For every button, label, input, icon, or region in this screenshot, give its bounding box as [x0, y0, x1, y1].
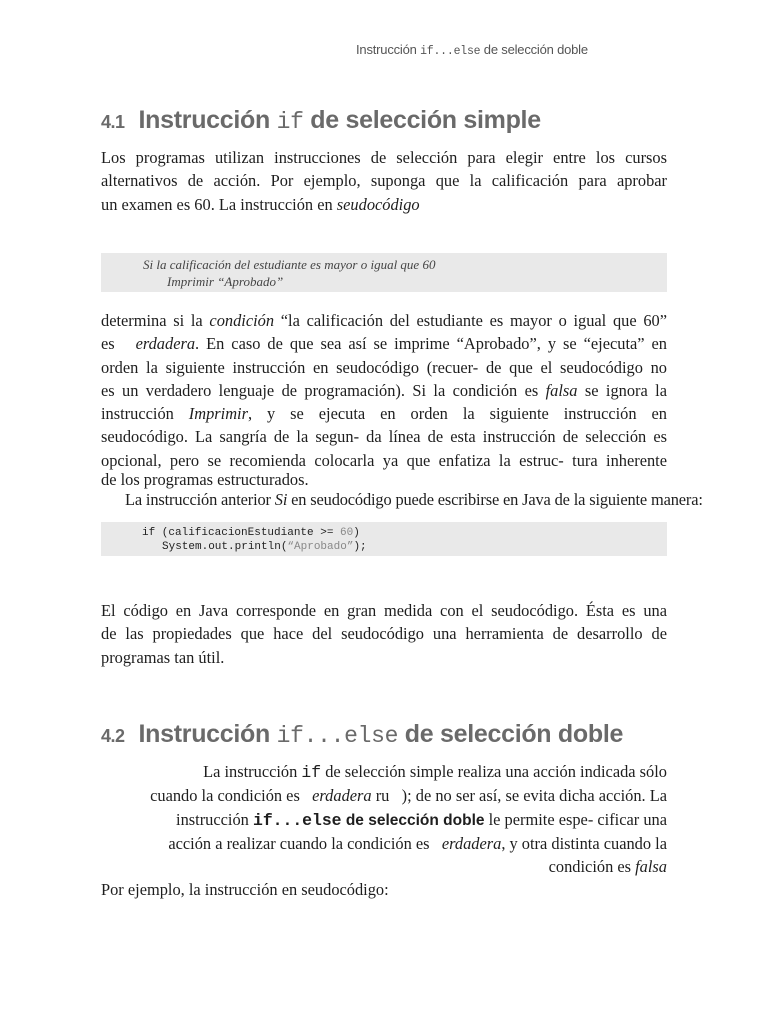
text-run: de selección simple realiza una acción indicada sólo [321, 762, 667, 781]
text-run: instrucción [101, 404, 189, 424]
text-run: en seudocódigo puede escribirse en Java de la siguiente manera: [287, 490, 703, 510]
bold-term: de selección doble [341, 811, 485, 829]
running-head-text-before: Instrucción [356, 42, 421, 57]
section-title [139, 106, 541, 134]
section-title-code: if...else [276, 723, 399, 749]
text-run: un examen es 60. La instrucción en [101, 194, 337, 214]
italic-term: condición [209, 311, 275, 330]
text-run: , y se ejecuta en orden la siguiente instrucción en [247, 404, 667, 424]
text-run: es [101, 334, 136, 354]
section-number: 4.1 [101, 112, 125, 132]
inline-code: if [301, 763, 322, 782]
text-run: La instrucción anterior [125, 490, 275, 510]
code-line [142, 541, 667, 555]
text-line [101, 784, 667, 807]
closing-paragraph [101, 599, 667, 669]
running-head-code: if...else [420, 45, 481, 58]
code-text: if (calificacionEstudiante >= [142, 527, 341, 539]
code-text: ) [353, 527, 360, 539]
text-run: condición es [548, 857, 636, 877]
text-run: ru ); de no ser así, se evita dicha acción. La [371, 786, 667, 806]
italic-term: erdadera [135, 334, 196, 354]
text-line [101, 193, 667, 216]
italic-term: falsa [545, 380, 578, 400]
section-title-text-after: de selección simple [303, 106, 541, 134]
text-line [101, 402, 667, 425]
pseudocode-line: Imprimir “Aprobado” [167, 274, 284, 289]
text-line: alternativos de acción. Por ejemplo, suponga que la calificación para aprobar [101, 171, 667, 191]
section-heading-4-2 [101, 720, 623, 749]
text-line: orden la siguiente instrucción en seudocódigo (recuer- de que el seudocódigo no [101, 357, 667, 377]
text-run: La instrucción [203, 762, 302, 781]
pseudocode-line: Si la calificación del estudiante es mayor o igual que 60 [143, 257, 436, 272]
section-4-2-paragraph [101, 760, 667, 902]
text-line: Los programas utilizan instrucciones de selección para elegir entre los cursos [101, 148, 667, 167]
section-title-text: Instrucción [138, 106, 277, 134]
text-run: acción a realizar cuando la condición es [168, 833, 442, 853]
code-string-literal: “Aprobado” [287, 540, 354, 553]
inline-code: if...else [252, 810, 342, 830]
section-title-code: if [276, 109, 304, 135]
text-line: Por ejemplo, la instrucción en seudocódigo: [101, 880, 389, 900]
italic-term: erdadera [312, 786, 372, 806]
section-number: 4.2 [101, 726, 125, 746]
code-text: System.out.println( [162, 540, 288, 553]
text-run: . En caso de que sea así se imprime “Aprobado”, y se “ejecuta” en [195, 334, 667, 354]
text-line [101, 760, 667, 784]
text-line [101, 379, 667, 402]
text-run: determina si la [101, 311, 210, 330]
section-heading-4-1 [101, 106, 541, 135]
section-title-text: Instrucción [138, 720, 277, 748]
text-run: , y otra distinta cuando la [501, 833, 667, 853]
intro-paragraph [101, 146, 667, 216]
pseudocode-box [101, 253, 667, 292]
java-code-box [101, 522, 667, 556]
text-line: seudocódigo. La sangría de la segun- da línea de esta instrucción de selección es [101, 427, 667, 447]
text-line: programas tan útil. [101, 647, 225, 667]
italic-term: Imprimir [188, 404, 248, 424]
text-line [101, 808, 667, 832]
text-run: es un verdadero lenguaje de programación). Si la condición es [101, 380, 546, 400]
section-title [139, 720, 624, 748]
text-run: le permite espe- cificar una [484, 809, 667, 829]
text-line: opcional, pero se recomienda colocarla ya que enfatiza la estruc- tura inherente [101, 450, 667, 470]
text-line: El código en Java corresponde en gran medida con el seudocódigo. Ésta es una [101, 601, 667, 620]
text-run: cuando la condición es [150, 786, 313, 806]
code-line [142, 527, 667, 541]
code-text: ); [353, 540, 367, 553]
italic-term: falsa [635, 857, 667, 877]
italic-term: erdadera [441, 833, 502, 853]
text-run: se ignora la [577, 380, 667, 400]
body-paragraph [101, 309, 703, 511]
text-line: de las propiedades que hace del seudocódigo una herramienta de desarrollo de [101, 624, 667, 644]
text-line [101, 488, 703, 511]
java-code-block [101, 522, 667, 554]
running-head [356, 42, 588, 58]
text-line [101, 855, 667, 878]
italic-term: Si [274, 490, 288, 510]
italic-term: seudocódigo [336, 194, 420, 214]
text-line [101, 832, 667, 855]
section-title-text-after: de selección doble [398, 720, 624, 748]
code-number-literal: 60 [340, 527, 354, 539]
text-line [101, 332, 667, 355]
text-run: instrucción [176, 809, 253, 829]
text-line: de los programas estructurados. [101, 470, 309, 490]
running-head-text-after: de selección doble [480, 42, 588, 57]
text-line [101, 309, 667, 332]
pseudocode-block [101, 253, 667, 290]
text-run: “la calificación del estudiante es mayor o igual que 60” [274, 311, 667, 330]
